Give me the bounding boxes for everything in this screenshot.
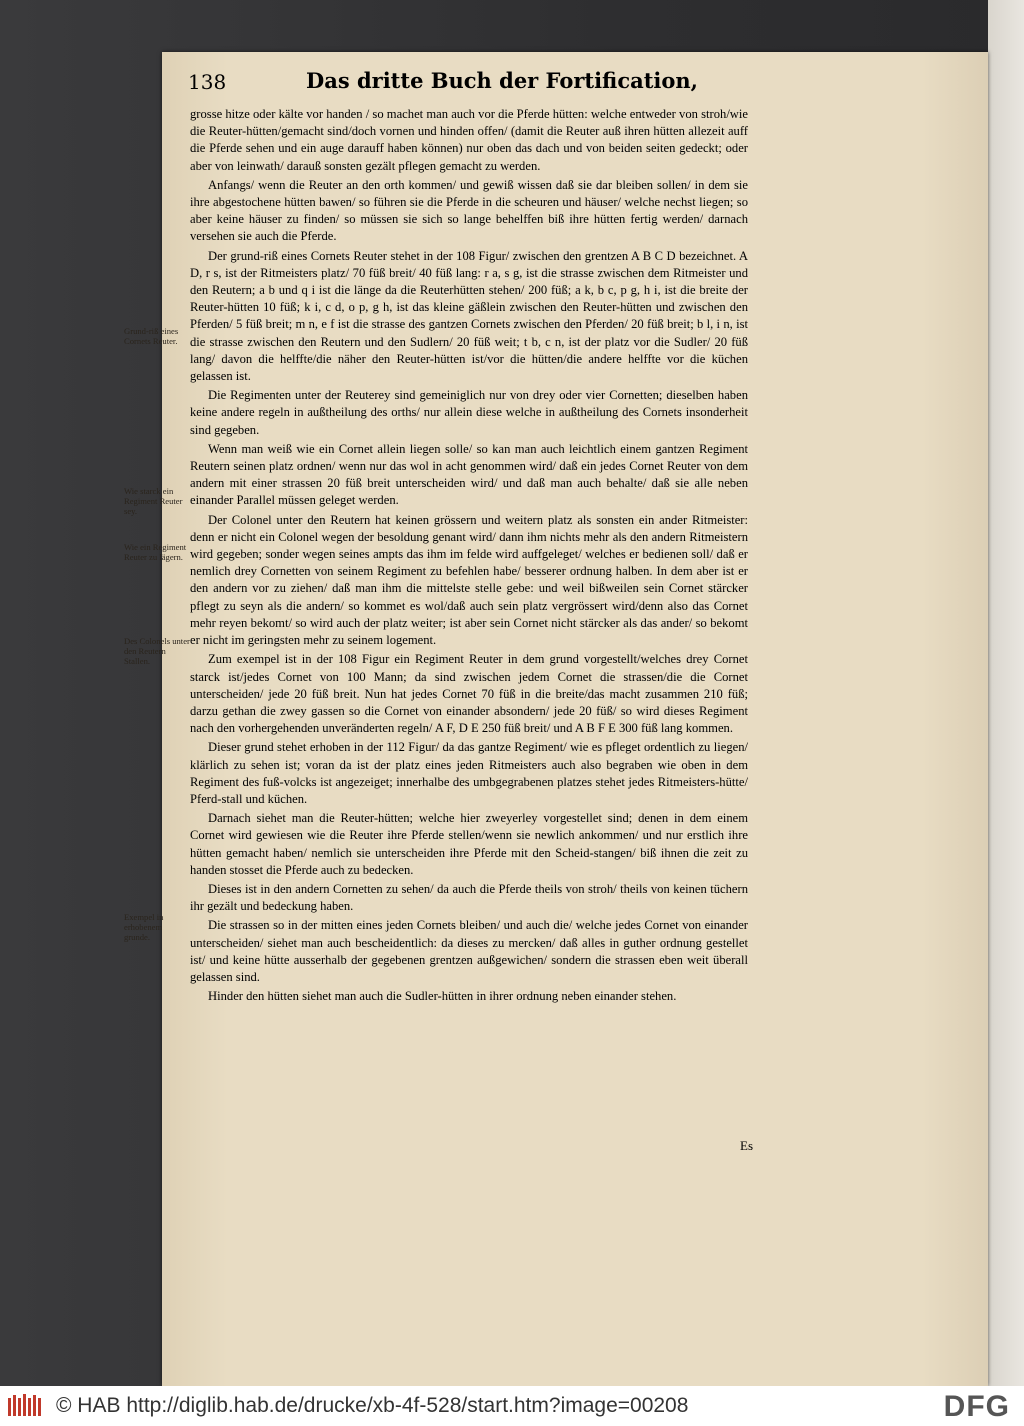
footer-bar [0, 1386, 1024, 1426]
paragraph: Dieses ist in den andern Cornetten zu sehen/ da auch die Pferde theils von stroh/ theils von keinen tüchern ihr gezält und bedeckung haben. [190, 881, 748, 914]
paragraph: Anfangs/ wenn die Reuter an den orth kommen/ und gewiß wissen daß sie dar bleiben sollen/ in dem sie ihre abgestochene hütten bawen/ so führen sie die Pferde in die scheuren und häuser/ welche nechst liegen; so aber keine häuser zu finden/ so müssen sie sich so lange behelffen biß ihre hütten fertig werden/ darnach versehen sie auch die Pferde. [190, 177, 748, 244]
page-header [188, 68, 748, 100]
margin-note: Wie starck ein Regiment Reuter sey. [124, 486, 183, 516]
paragraph: Darnach siehet man die Reuter-hütten; welche hier zweyerley vorgestellet sind; denen in dem einem Cornet wird gewiesen wie die Reuter ihre Pferde stellen/wenn sie newlich ankommen/ und nur erstlich ihre hütten gemacht haben/ nemlich sie unterscheiden ihre Pferde mit den Scheid-stangen/ biß ihnen die zeit zu handen stosset die Pferde auch zu bedecken. [190, 811, 748, 877]
margin-note: Des Colonels unter den Reutern Stallen. [124, 636, 190, 666]
paragraph: Die Regimenten unter der Reuterey sind gemeiniglich nur von drey oder vier Cornetten; dieselben haben keine andere regeln in außtheilung des orths/ nur allein diese welche in außtheilung des Cornets insonderheit sind gegeben. [190, 388, 748, 437]
margin-note: Exempel in erhobenem grunde. [124, 912, 164, 942]
paragraph: Wenn man weiß wie ein Cornet allein liegen solle/ so kan man auch leichtlich einem gantzen Regiment Reutern seinen platz ordnen/ wenn nur das wol in acht genommen wird/ daß ein jedes Cornet Reuter von dem andern mit einer strassen 20 füß breit unterscheiden wird/ und daß man auch behalte/ daß sie alle neben einander Parallel müssen geleget werden. [190, 441, 748, 508]
paragraph: Der grund-riß eines Cornets Reuter stehet in der 108 Figur/ zwischen den grentzen A B C D bezeichnet. A D, r s, ist der Ritmeisters platz/ 70 füß breit/ 40 füß lang: r a, s g, ist die strasse zwischen dem Ritmeister und den Reutern; a b und q i ist die länge da die Reuterhütten stehen/ 200 füß; a k, b c, p g, h i, ist die breite der Reuter-hütten 10 füß; k i, c d, o p, g h, ist das kleine gäßlein zwischen den Reuter-hütten und zwischen den Pferden/ 5 füß breit; m n, e f ist die strasse des gantzen Cornets zwischen den Pferden/ 20 füß breit; b l, i n, ist die strasse zwischen den Reutern und den Sudlern/ 20 füß weit; t b, c n, ist der platz vor die Sudler/ 20 füß lang/ davon die helffte/die näher den Reuter-hütten ist/vor die hütten/die andere helffte vor die küchen gelassen ist. [190, 248, 748, 384]
paragraph: Zum exempel ist in der 108 Figur ein Regiment Reuter in dem grund vorgestellt/welches drey Cornet starck ist/jedes Cornet von 100 Mann; da sind zwischen jedem Cornet die strassen/die die Cornet unterscheiden/ jede 20 füß breit. Nun hat jedes Cornet 70 füß in die breite/das macht zusammen 210 füß; darzu gethan die zwey gassen so die Cornet von einander absondern/ jede 20 füß/ so wird dieses Regiment nach den vorhergehenden unveränderten regeln/ A F, D E 250 füß breit/ und A B F E 300 füß lang kommen. [190, 652, 748, 736]
paragraph: Hinder den hütten siehet man auch die Sudler-hütten in ihrer ordnung neben einander stehen. [208, 989, 677, 1004]
paragraph: Der Colonel unter den Reutern hat keinen grössern und weitern platz als sonsten ein ander Ritmeister: denn er nicht ein Colonel wegen der besoldung genant wird/ dann ihm nichts mehr als den andern Ritmeistern wird gegeben; sonder wegen seines ampts das ihm im felde wird auffgeleget/ welches er bedienen soll/ daß er nemlich drey Cornetten von seinem Regiment zu befehlen habe/ besserer ordnung halben. In dem aber ist er den andern vor zu ziehen/ daß man ihm die mittelste stelle gebe: und weil bißweilen sein Cornet stärcker pflegt zu seyn als die andern/ so kommet es wol/daß auch sein platz vergrössert wird/denn also das Cornet mehr reyen bekomt/ so wird auch der platz weiter; ist aber sein Cornet nicht stärcker als das ander/ so bekomt er nicht im geringsten mehr zu seinem logement. [190, 512, 748, 648]
page-number: 138 [188, 70, 227, 94]
catchword: Es [740, 1138, 753, 1153]
hab-logo-icon [6, 1392, 44, 1420]
source-link[interactable]: © HAB http://diglib.hab.de/drucke/xb-4f-528/start.htm?image=00208 [56, 1394, 689, 1417]
margin-note: Grund-riß eines Cornets Reuter. [124, 326, 179, 346]
dfg-logo: DFG [943, 1390, 1010, 1423]
adjacent-page-edge [988, 0, 1024, 1386]
paragraph: Dieser grund stehet erhoben in der 112 Figur/ da das gantze Regiment/ wie es pfleget ordentlich zu liegen/ klärlich zu sehen ist; voran da ist der platz eines jeden Ritmeisters auch also begraben wie oben in dem Regiment des fuß-volcks ist angezeiget; innerhalbe des umbgegrabenen platzes stehet jedes Ritmeisters-hütte/ Pferd-stall und küchen. [190, 740, 748, 806]
page-body [190, 106, 748, 1007]
running-title: Das dritte Buch der Fortification, [306, 68, 698, 93]
margin-note: Wie ein Regiment Reuter zu lägern. [124, 542, 187, 562]
paragraph: grosse hitze oder kälte vor handen / so machet man auch vor die Pferde hütten: welche entweder von stroh/wie die Reuter-hütten/gemacht sind/doch vornen und hinden offen/ (damit die Reuter auß ihren hütten allezeit auff die Pferde sehen und ein auge darauff haben können) nur oben das dach und von beiden seiten gedeckt; oder aber von leinwath/ darauß sonsten gezält pflegen gemacht zu werden. [190, 107, 748, 173]
paragraph: Die strassen so in der mitten eines jeden Cornets bleiben/ und auch die/ welche jedes Cornet von einander unterscheiden/ siehet man auch bescheidentlich: da dieses zu mercken/ daß alles in guther ordnung gestellet ist/ und keine hütte ausserhalb der gegebenen grentzen außgewichen/ sondern die strassen eben weit überall gelassen sind. [190, 918, 748, 984]
